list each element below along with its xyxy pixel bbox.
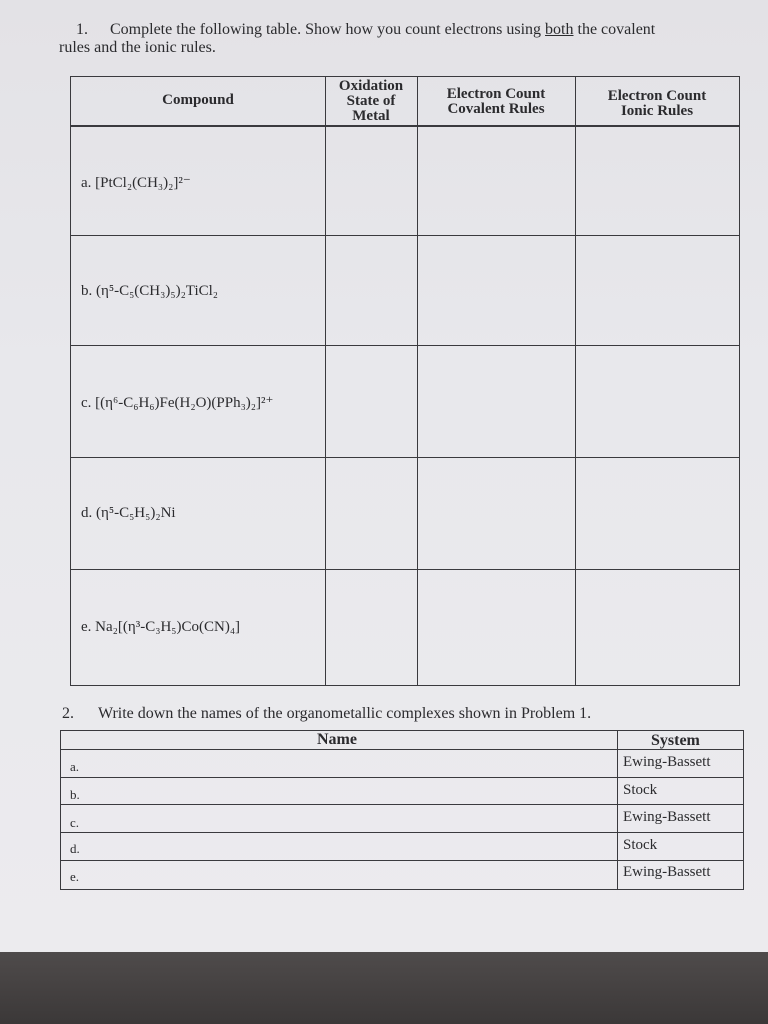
problem-1-number: 1. xyxy=(76,21,88,38)
compound-d-label: d. (η⁵-C₅H₅)₂Ni xyxy=(81,505,176,521)
header-compound: Compound xyxy=(162,92,234,108)
names-table-row-divider xyxy=(61,832,743,833)
header-oxidation-line: Metal xyxy=(352,108,390,124)
compound-b-label: b. (η⁵-C₅(CH₃)₅)₂TiCl₂ xyxy=(81,283,219,299)
header-name: Name xyxy=(317,731,357,748)
row-c-system: Ewing-Bassett xyxy=(623,809,711,825)
table-column-divider xyxy=(575,77,576,685)
electron-count-table xyxy=(70,76,740,686)
header-system: System xyxy=(651,732,700,749)
header-oxidation-line: State of xyxy=(346,93,396,109)
header-covalent-line: Electron Count xyxy=(446,86,546,102)
problem-1-line-1-end: the covalent xyxy=(573,21,656,38)
header-covalent-count xyxy=(417,87,575,117)
header-ionic-count xyxy=(575,89,739,119)
row-e-system: Ewing-Bassett xyxy=(623,864,711,880)
table-column-divider xyxy=(417,77,418,685)
names-table-header-divider xyxy=(61,749,743,750)
names-table-row-divider xyxy=(61,860,743,861)
problem-2-text: Write down the names of the organometallic complexes shown in Problem 1. xyxy=(98,705,592,722)
table-row-divider xyxy=(71,345,739,346)
table-header-divider xyxy=(71,125,739,127)
table-row-divider xyxy=(71,569,739,570)
problem-1-line-1-start: Complete the following table. Show how you count electrons using xyxy=(110,21,546,38)
header-covalent-line: Covalent Rules xyxy=(447,101,545,117)
row-d-letter: d. xyxy=(70,841,80,856)
names-table-row-divider xyxy=(61,777,743,778)
row-a-letter: a. xyxy=(70,759,80,774)
problem-2-number: 2. xyxy=(62,705,74,722)
names-table-row-divider xyxy=(61,804,743,805)
compound-e-label: e. Na₂[(η³-C₃H₅)Co(CN)₄] xyxy=(81,619,241,635)
problem-1-underlined-word: both xyxy=(545,21,574,38)
table-column-divider xyxy=(325,77,326,685)
row-e-letter: e. xyxy=(70,869,80,884)
problem-1-line-2: rules and the ionic rules. xyxy=(59,39,216,56)
header-oxidation-state xyxy=(325,79,417,124)
header-oxidation-line: Oxidation xyxy=(338,78,404,94)
problem-1-line-1 xyxy=(110,20,655,39)
row-d-system: Stock xyxy=(623,837,658,853)
table-row-divider xyxy=(71,457,739,458)
header-ionic-line: Ionic Rules xyxy=(620,103,694,119)
compound-a-label: a. [PtCl₂(CH₃)₂]²⁻ xyxy=(81,175,191,191)
desk-surface xyxy=(0,952,768,1024)
header-ionic-line: Electron Count xyxy=(607,88,707,104)
row-b-letter: b. xyxy=(70,787,80,802)
names-table xyxy=(60,730,744,890)
table-row-divider xyxy=(71,235,739,236)
row-c-letter: c. xyxy=(70,815,80,830)
row-a-system: Ewing-Bassett xyxy=(623,754,711,770)
row-b-system: Stock xyxy=(623,782,658,798)
compound-c-label: c. [(η⁶-C₆H₆)Fe(H₂O)(PPh₃)₂]²⁺ xyxy=(81,395,274,411)
names-table-column-divider xyxy=(617,731,618,889)
